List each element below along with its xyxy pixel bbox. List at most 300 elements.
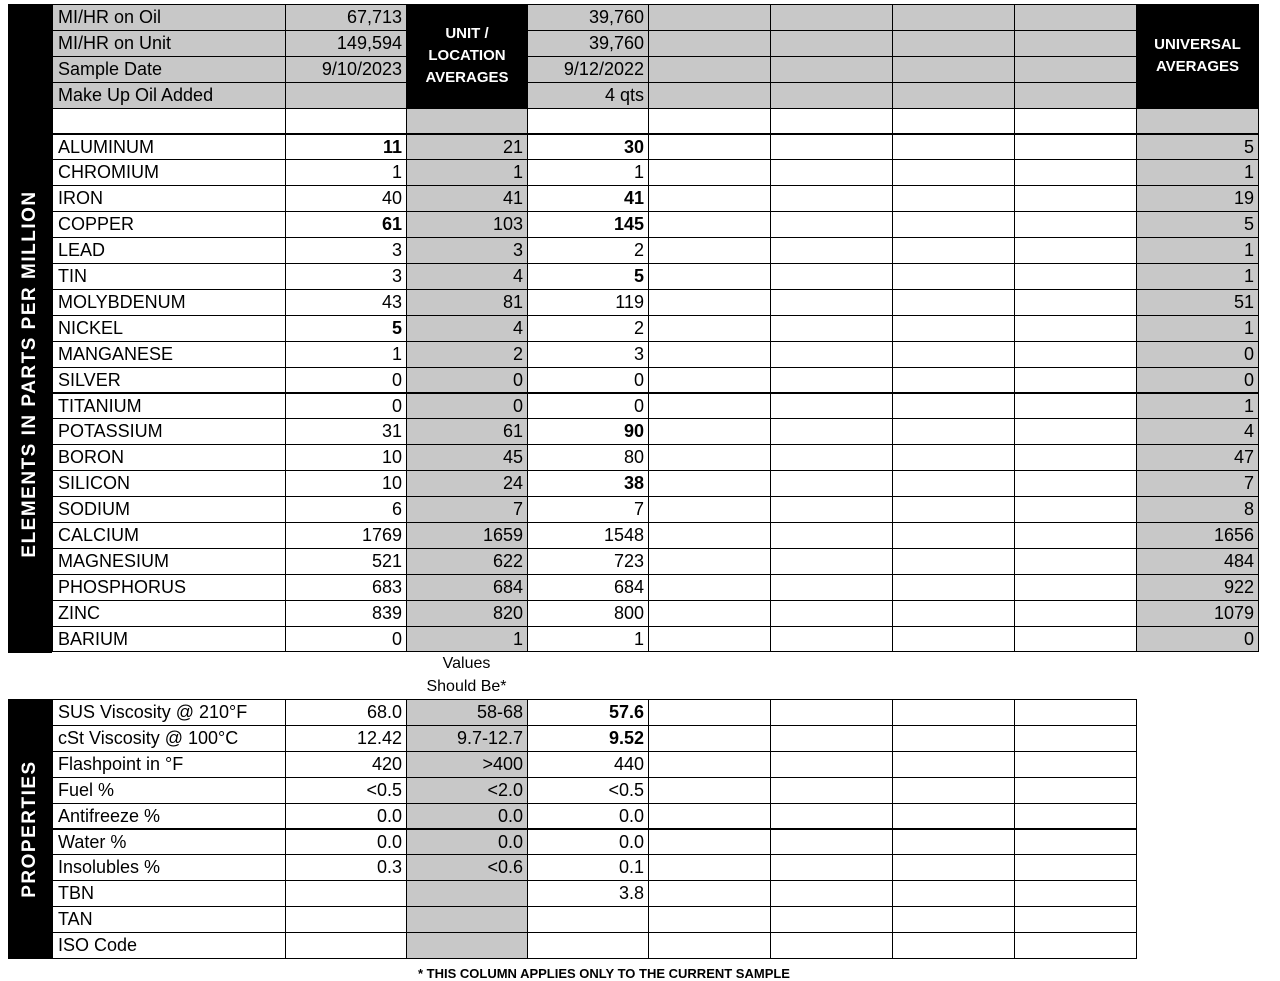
element-prior-value: 723	[527, 548, 649, 575]
element-unit-average: 2	[406, 341, 528, 368]
element-empty-cell	[892, 263, 1015, 290]
element-unit-average: 0	[406, 367, 528, 394]
element-empty-cell	[892, 341, 1015, 368]
element-prior-value: 5	[527, 263, 649, 290]
property-empty-cell	[648, 803, 771, 830]
unit-location-averages-header: UNIT / LOCATION AVERAGES	[406, 4, 528, 109]
element-current-value: 40	[285, 185, 407, 212]
info-empty-cell	[892, 4, 1015, 31]
property-empty-cell	[770, 751, 893, 778]
element-name: MANGANESE	[52, 341, 286, 368]
properties-side-label	[8, 699, 52, 959]
element-universal-average: 0	[1136, 626, 1259, 653]
property-current-value: <0.5	[285, 777, 407, 804]
element-empty-cell	[770, 470, 893, 497]
element-empty-cell	[770, 185, 893, 212]
info-label: Sample Date	[52, 56, 286, 83]
spacer-cell	[1014, 108, 1137, 135]
element-prior-value: 3	[527, 341, 649, 368]
property-current-value	[285, 932, 407, 959]
element-empty-cell	[1014, 367, 1137, 394]
element-universal-average: 19	[1136, 185, 1259, 212]
property-empty-cell	[892, 699, 1015, 726]
elements-side-label-text: ELEMENTS IN PARTS PER MILLION	[19, 190, 40, 558]
element-empty-cell	[892, 185, 1015, 212]
element-name: ALUMINUM	[52, 134, 286, 161]
element-prior-value: 119	[527, 289, 649, 316]
element-unit-average: 4	[406, 315, 528, 342]
element-empty-cell	[770, 159, 893, 186]
element-current-value: 43	[285, 289, 407, 316]
element-current-value: 0	[285, 367, 407, 394]
element-name: MAGNESIUM	[52, 548, 286, 575]
element-current-value: 3	[285, 237, 407, 264]
property-empty-cell	[770, 699, 893, 726]
property-empty-cell	[892, 880, 1015, 907]
property-empty-cell	[1014, 854, 1137, 881]
property-should-be: <0.6	[406, 854, 528, 881]
element-universal-average: 8	[1136, 496, 1259, 523]
element-empty-cell	[648, 211, 771, 238]
element-universal-average: 484	[1136, 548, 1259, 575]
info-prior-value: 9/12/2022	[527, 56, 649, 83]
element-empty-cell	[648, 574, 771, 601]
element-empty-cell	[648, 185, 771, 212]
property-current-value: 0.3	[285, 854, 407, 881]
property-current-value: 0.0	[285, 803, 407, 830]
property-prior-value: <0.5	[527, 777, 649, 804]
element-empty-cell	[648, 496, 771, 523]
element-empty-cell	[770, 367, 893, 394]
element-unit-average: 81	[406, 289, 528, 316]
property-empty-cell	[648, 751, 771, 778]
element-current-value: 1769	[285, 522, 407, 549]
element-empty-cell	[770, 211, 893, 238]
property-should-be: 58-68	[406, 699, 528, 726]
element-empty-cell	[1014, 496, 1137, 523]
element-empty-cell	[892, 367, 1015, 394]
element-universal-average: 5	[1136, 134, 1259, 161]
property-prior-value: 440	[527, 751, 649, 778]
info-empty-cell	[770, 82, 893, 109]
element-empty-cell	[1014, 444, 1137, 471]
properties-side-label-text: PROPERTIES	[19, 760, 40, 898]
property-empty-cell	[648, 906, 771, 933]
element-empty-cell	[892, 470, 1015, 497]
footnote: * THIS COLUMN APPLIES ONLY TO THE CURRENT SAMPLE	[418, 966, 790, 981]
values-should-be-note: Values Should Be*	[426, 655, 507, 695]
property-empty-cell	[892, 854, 1015, 881]
element-name: ZINC	[52, 600, 286, 627]
element-name: SODIUM	[52, 496, 286, 523]
property-current-value	[285, 906, 407, 933]
element-universal-average: 0	[1136, 367, 1259, 394]
property-empty-cell	[1014, 751, 1137, 778]
element-universal-average: 1	[1136, 315, 1259, 342]
property-empty-cell	[1014, 725, 1137, 752]
element-name: CALCIUM	[52, 522, 286, 549]
element-unit-average: 24	[406, 470, 528, 497]
element-empty-cell	[892, 522, 1015, 549]
spacer-cell	[770, 108, 893, 135]
element-empty-cell	[892, 134, 1015, 161]
property-empty-cell	[648, 880, 771, 907]
info-label: Make Up Oil Added	[52, 82, 286, 109]
element-prior-value: 1	[527, 159, 649, 186]
element-name: COPPER	[52, 211, 286, 238]
element-unit-average: 21	[406, 134, 528, 161]
element-empty-cell	[1014, 574, 1137, 601]
element-empty-cell	[892, 444, 1015, 471]
element-empty-cell	[892, 418, 1015, 445]
property-prior-value	[527, 932, 649, 959]
element-empty-cell	[892, 159, 1015, 186]
element-unit-average: 1	[406, 159, 528, 186]
element-universal-average: 1	[1136, 263, 1259, 290]
element-unit-average: 7	[406, 496, 528, 523]
property-name: SUS Viscosity @ 210°F	[52, 699, 286, 726]
element-name: NICKEL	[52, 315, 286, 342]
info-empty-cell	[770, 4, 893, 31]
property-empty-cell	[1014, 803, 1137, 830]
element-empty-cell	[648, 134, 771, 161]
element-name: CHROMIUM	[52, 159, 286, 186]
element-prior-value: 0	[527, 367, 649, 394]
element-name: SILICON	[52, 470, 286, 497]
element-universal-average: 0	[1136, 341, 1259, 368]
element-empty-cell	[1014, 626, 1137, 653]
info-empty-cell	[770, 56, 893, 83]
spacer-cell	[285, 108, 407, 135]
property-prior-value: 57.6	[527, 699, 649, 726]
element-empty-cell	[770, 626, 893, 653]
property-empty-cell	[770, 880, 893, 907]
property-name: Insolubles %	[52, 854, 286, 881]
element-empty-cell	[648, 237, 771, 264]
element-current-value: 10	[285, 470, 407, 497]
spacer-cell	[648, 108, 771, 135]
info-empty-cell	[1014, 82, 1137, 109]
info-current-value: 149,594	[285, 30, 407, 57]
element-current-value: 1	[285, 159, 407, 186]
element-empty-cell	[1014, 393, 1137, 420]
info-empty-cell	[648, 56, 771, 83]
element-empty-cell	[648, 444, 771, 471]
info-current-value	[285, 82, 407, 109]
property-current-value: 12.42	[285, 725, 407, 752]
element-prior-value: 41	[527, 185, 649, 212]
property-empty-cell	[892, 932, 1015, 959]
property-name: Flashpoint in °F	[52, 751, 286, 778]
element-empty-cell	[648, 341, 771, 368]
element-empty-cell	[892, 548, 1015, 575]
info-prior-value: 4 qts	[527, 82, 649, 109]
property-prior-value: 3.8	[527, 880, 649, 907]
element-unit-average: 684	[406, 574, 528, 601]
info-empty-cell	[1014, 4, 1137, 31]
element-prior-value: 2	[527, 315, 649, 342]
property-empty-cell	[892, 725, 1015, 752]
element-empty-cell	[648, 315, 771, 342]
property-empty-cell	[770, 932, 893, 959]
element-empty-cell	[770, 574, 893, 601]
element-name: MOLYBDENUM	[52, 289, 286, 316]
element-empty-cell	[1014, 315, 1137, 342]
element-name: BARIUM	[52, 626, 286, 653]
property-empty-cell	[892, 777, 1015, 804]
element-empty-cell	[770, 341, 893, 368]
element-empty-cell	[1014, 341, 1137, 368]
element-empty-cell	[770, 548, 893, 575]
element-universal-average: 1	[1136, 159, 1259, 186]
property-name: cSt Viscosity @ 100°C	[52, 725, 286, 752]
property-name: Antifreeze %	[52, 803, 286, 830]
element-universal-average: 1	[1136, 393, 1259, 420]
element-empty-cell	[770, 237, 893, 264]
element-prior-value: 0	[527, 393, 649, 420]
element-unit-average: 820	[406, 600, 528, 627]
property-empty-cell	[892, 803, 1015, 830]
element-name: LEAD	[52, 237, 286, 264]
element-universal-average: 1079	[1136, 600, 1259, 627]
element-prior-value: 684	[527, 574, 649, 601]
element-empty-cell	[648, 367, 771, 394]
element-prior-value: 7	[527, 496, 649, 523]
element-unit-average: 4	[406, 263, 528, 290]
property-prior-value	[527, 906, 649, 933]
property-empty-cell	[648, 725, 771, 752]
property-empty-cell	[648, 699, 771, 726]
element-current-value: 521	[285, 548, 407, 575]
property-should-be: 0.0	[406, 829, 528, 856]
element-empty-cell	[892, 626, 1015, 653]
property-empty-cell	[1014, 829, 1137, 856]
property-should-be	[406, 880, 528, 907]
info-empty-cell	[770, 30, 893, 57]
property-prior-value: 9.52	[527, 725, 649, 752]
property-prior-value: 0.1	[527, 854, 649, 881]
element-name: PHOSPHORUS	[52, 574, 286, 601]
spacer-cell	[1136, 108, 1259, 135]
info-empty-cell	[648, 82, 771, 109]
element-name: BORON	[52, 444, 286, 471]
element-current-value: 0	[285, 626, 407, 653]
element-empty-cell	[892, 600, 1015, 627]
element-empty-cell	[1014, 522, 1137, 549]
element-prior-value: 90	[527, 418, 649, 445]
element-empty-cell	[648, 263, 771, 290]
element-empty-cell	[648, 600, 771, 627]
property-should-be: <2.0	[406, 777, 528, 804]
property-empty-cell	[1014, 906, 1137, 933]
property-should-be	[406, 906, 528, 933]
info-current-value: 67,713	[285, 4, 407, 31]
property-name: Water %	[52, 829, 286, 856]
spacer-cell	[52, 108, 286, 135]
property-empty-cell	[892, 906, 1015, 933]
property-empty-cell	[770, 777, 893, 804]
element-empty-cell	[770, 134, 893, 161]
element-empty-cell	[770, 263, 893, 290]
element-current-value: 3	[285, 263, 407, 290]
element-unit-average: 41	[406, 185, 528, 212]
element-current-value: 61	[285, 211, 407, 238]
element-name: IRON	[52, 185, 286, 212]
element-unit-average: 1659	[406, 522, 528, 549]
element-empty-cell	[1014, 600, 1137, 627]
property-current-value: 420	[285, 751, 407, 778]
element-unit-average: 61	[406, 418, 528, 445]
element-empty-cell	[892, 211, 1015, 238]
property-empty-cell	[770, 803, 893, 830]
info-empty-cell	[648, 4, 771, 31]
property-empty-cell	[648, 932, 771, 959]
element-empty-cell	[892, 237, 1015, 264]
property-empty-cell	[770, 725, 893, 752]
info-label: MI/HR on Oil	[52, 4, 286, 31]
property-empty-cell	[1014, 932, 1137, 959]
element-current-value: 10	[285, 444, 407, 471]
element-name: TIN	[52, 263, 286, 290]
element-current-value: 683	[285, 574, 407, 601]
element-empty-cell	[1014, 263, 1137, 290]
property-empty-cell	[770, 829, 893, 856]
info-empty-cell	[892, 56, 1015, 83]
spacer-cell	[527, 108, 649, 135]
property-prior-value: 0.0	[527, 829, 649, 856]
element-universal-average: 922	[1136, 574, 1259, 601]
property-empty-cell	[1014, 880, 1137, 907]
element-unit-average: 0	[406, 393, 528, 420]
element-empty-cell	[648, 470, 771, 497]
info-label: MI/HR on Unit	[52, 30, 286, 57]
element-current-value: 6	[285, 496, 407, 523]
element-universal-average: 51	[1136, 289, 1259, 316]
element-empty-cell	[770, 444, 893, 471]
property-should-be: 0.0	[406, 803, 528, 830]
element-empty-cell	[770, 393, 893, 420]
info-empty-cell	[648, 30, 771, 57]
spacer-cell	[892, 108, 1015, 135]
property-name: ISO Code	[52, 932, 286, 959]
element-empty-cell	[892, 496, 1015, 523]
element-current-value: 0	[285, 393, 407, 420]
property-current-value	[285, 880, 407, 907]
element-universal-average: 7	[1136, 470, 1259, 497]
property-name: TBN	[52, 880, 286, 907]
element-unit-average: 45	[406, 444, 528, 471]
property-empty-cell	[892, 829, 1015, 856]
info-prior-value: 39,760	[527, 30, 649, 57]
element-prior-value: 145	[527, 211, 649, 238]
element-empty-cell	[1014, 470, 1137, 497]
element-unit-average: 3	[406, 237, 528, 264]
element-empty-cell	[1014, 159, 1137, 186]
element-prior-value: 80	[527, 444, 649, 471]
element-unit-average: 622	[406, 548, 528, 575]
property-prior-value: 0.0	[527, 803, 649, 830]
element-empty-cell	[892, 393, 1015, 420]
element-empty-cell	[1014, 237, 1137, 264]
element-empty-cell	[648, 626, 771, 653]
universal-averages-header: UNIVERSAL AVERAGES	[1136, 4, 1259, 109]
spacer-cell	[406, 108, 528, 135]
element-current-value: 5	[285, 315, 407, 342]
property-empty-cell	[1014, 699, 1137, 726]
element-empty-cell	[1014, 211, 1137, 238]
element-empty-cell	[892, 315, 1015, 342]
property-should-be: 9.7-12.7	[406, 725, 528, 752]
element-empty-cell	[770, 418, 893, 445]
property-empty-cell	[770, 854, 893, 881]
element-prior-value: 38	[527, 470, 649, 497]
element-empty-cell	[770, 496, 893, 523]
element-name: SILVER	[52, 367, 286, 394]
property-empty-cell	[770, 906, 893, 933]
element-empty-cell	[1014, 185, 1137, 212]
property-current-value: 0.0	[285, 829, 407, 856]
element-prior-value: 30	[527, 134, 649, 161]
element-prior-value: 800	[527, 600, 649, 627]
element-current-value: 839	[285, 600, 407, 627]
element-empty-cell	[648, 522, 771, 549]
property-should-be	[406, 932, 528, 959]
element-universal-average: 47	[1136, 444, 1259, 471]
element-name: TITANIUM	[52, 393, 286, 420]
property-empty-cell	[1014, 777, 1137, 804]
info-empty-cell	[1014, 30, 1137, 57]
property-current-value: 68.0	[285, 699, 407, 726]
element-prior-value: 1548	[527, 522, 649, 549]
element-empty-cell	[648, 159, 771, 186]
element-unit-average: 103	[406, 211, 528, 238]
element-empty-cell	[648, 548, 771, 575]
element-empty-cell	[1014, 548, 1137, 575]
element-current-value: 31	[285, 418, 407, 445]
element-empty-cell	[892, 289, 1015, 316]
property-should-be: >400	[406, 751, 528, 778]
info-empty-cell	[892, 82, 1015, 109]
property-name: TAN	[52, 906, 286, 933]
element-empty-cell	[1014, 289, 1137, 316]
element-prior-value: 1	[527, 626, 649, 653]
info-empty-cell	[892, 30, 1015, 57]
property-empty-cell	[892, 751, 1015, 778]
element-empty-cell	[1014, 134, 1137, 161]
element-name: POTASSIUM	[52, 418, 286, 445]
element-empty-cell	[770, 522, 893, 549]
elements-side-label	[8, 4, 52, 653]
element-empty-cell	[892, 574, 1015, 601]
element-prior-value: 2	[527, 237, 649, 264]
element-empty-cell	[648, 418, 771, 445]
element-universal-average: 5	[1136, 211, 1259, 238]
info-prior-value: 39,760	[527, 4, 649, 31]
element-empty-cell	[770, 315, 893, 342]
element-empty-cell	[770, 289, 893, 316]
element-empty-cell	[1014, 418, 1137, 445]
property-empty-cell	[648, 854, 771, 881]
element-current-value: 1	[285, 341, 407, 368]
info-empty-cell	[1014, 56, 1137, 83]
element-universal-average: 4	[1136, 418, 1259, 445]
element-empty-cell	[648, 289, 771, 316]
element-universal-average: 1656	[1136, 522, 1259, 549]
element-universal-average: 1	[1136, 237, 1259, 264]
element-current-value: 11	[285, 134, 407, 161]
property-name: Fuel %	[52, 777, 286, 804]
property-empty-cell	[648, 829, 771, 856]
